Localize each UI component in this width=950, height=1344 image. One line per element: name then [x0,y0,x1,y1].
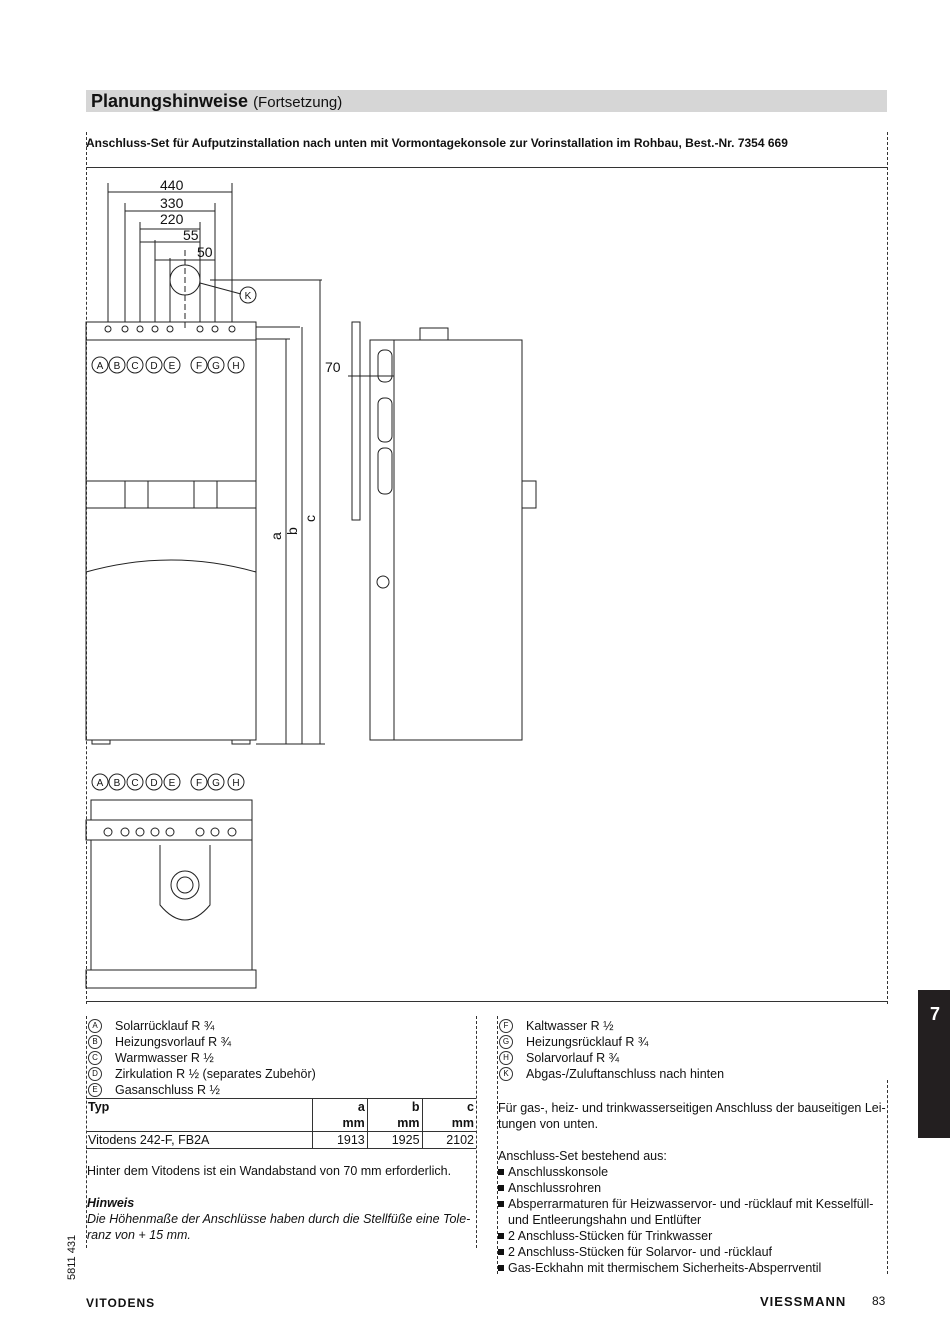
bullet-icon [498,1249,504,1255]
connector-label-c: C [131,361,139,372]
bottom-connector-label-f: F [195,778,203,789]
bottom-connector-label-a: A [96,778,104,789]
legend-right [499,1018,724,1082]
page-number: 83 [872,1294,886,1308]
hinweis-line-2: ranz von + 15 mm. [87,1228,191,1242]
list-item-text: Anschlusskonsole [508,1165,609,1179]
dim-b: b [284,527,300,535]
legend-item [88,1034,316,1050]
connector-label-f: F [195,361,203,372]
list-item [498,1196,886,1212]
legend-marker-g: G [499,1035,513,1049]
bottom-connector-label-e: E [168,778,176,789]
legend-marker-a: A [88,1019,102,1033]
table-row [86,1132,476,1149]
bullet-icon [498,1201,504,1207]
bottom-connector-label-d: D [150,778,158,789]
table-unit-c: mm [422,1115,476,1132]
table-unit-typ [86,1115,313,1132]
legend-item [499,1034,724,1050]
dim-c: c [302,515,318,522]
connection-note-line-2: tungen von unten. [498,1117,599,1131]
page-title-main: Planungshinweise [91,91,249,111]
product-logo: VITODENS [86,1296,156,1310]
legend-text: Warmwasser R ½ [115,1051,214,1065]
legend-marker-b: B [88,1035,102,1049]
legend-item [88,1018,316,1034]
chapter-number: 7 [930,1004,941,1024]
legend-text: Abgas-/Zuluftanschluss nach hinten [526,1067,725,1081]
left-col-border-r [476,1016,477,1248]
dim-440: 440 [160,177,184,193]
table-cell-a: 1913 [313,1132,368,1149]
table-unit-b: mm [367,1115,422,1132]
legend-marker-f: F [499,1019,513,1033]
wall-distance-note: Hinter dem Vitodens ist ein Wandabstand von 70 mm erforderlich. [87,1164,452,1178]
table-header-a: a [313,1099,368,1116]
legend-item [499,1050,724,1066]
legend-item [499,1066,724,1082]
legend-item [499,1018,724,1034]
legend-text: Heizungsvorlauf R ¾ [115,1035,232,1049]
list-item [498,1260,886,1276]
hinweis-title: Hinweis [87,1196,135,1210]
document-number: 5811 431 [66,1234,78,1280]
connector-label-h: H [232,361,240,372]
connector-label-e: E [168,361,176,372]
dim-a: a [268,532,284,540]
dim-70: 70 [325,359,341,375]
legend-marker-k: K [499,1067,513,1081]
right-text-block [498,1100,886,1276]
legend-marker-h: H [499,1051,513,1065]
bottom-connector-label-c: C [131,778,139,789]
legend-item [88,1082,316,1098]
brand-logo: VIESSMANN [760,1294,847,1309]
list-item [498,1180,886,1196]
bottom-connector-label-b: B [113,778,121,789]
connector-label-k: K [244,291,252,302]
table-cell-c: 2102 [422,1132,476,1149]
legend-marker-e: E [88,1083,102,1097]
bullet-icon [498,1265,504,1271]
hinweis-line-1: Die Höhenmaße der Anschlüsse haben durch die Stellfüße eine Tole- [87,1212,471,1226]
chapter-tab [918,990,950,1138]
dim-220: 220 [160,211,184,227]
connection-note-line-1: Für gas-, heiz- und trinkwasserseitigen Anschluss der bauseitigen Lei- [498,1101,886,1115]
legend-marker-c: C [88,1051,102,1065]
list-item-continuation: und Entleerungshahn und Entlüfter [508,1213,702,1227]
connector-label-g: G [212,361,220,372]
right-col-border-r [887,1080,888,1274]
dim-50: 50 [197,244,213,260]
legend-text: Kaltwasser R ½ [526,1019,614,1033]
set-contents-heading: Anschluss-Set bestehend aus: [498,1149,667,1163]
table-cell-b: 1925 [367,1132,422,1149]
table-cell-typ: Vitodens 242-F, FB2A [88,1133,210,1147]
table-unit-a: mm [313,1115,368,1132]
legend-text: Solarvorlauf R ¾ [526,1051,620,1065]
list-item [498,1244,886,1260]
bullet-icon [498,1233,504,1239]
bullet-icon [498,1169,504,1175]
list-item-text: Absperrarmaturen für Heizwasservor- und -rücklauf mit Kesselfüll- [508,1197,874,1211]
connector-label-a: A [96,361,104,372]
legend-text: Heizungsrücklauf R ¾ [526,1035,649,1049]
table-header-b: b [367,1099,422,1116]
list-item-text: Anschlussrohren [508,1181,602,1195]
connector-label-b: B [113,361,121,372]
page-title-sub: (Fortsetzung) [253,94,343,111]
legend-text: Solarrücklauf R ¾ [115,1019,215,1033]
dim-55: 55 [183,227,199,243]
legend-marker-d: D [88,1067,102,1081]
bullet-icon [498,1185,504,1191]
list-item-text: 2 Anschluss-Stücken für Trinkwasser [508,1229,713,1243]
legend-item [88,1050,316,1066]
bottom-connector-label-g: G [212,778,220,789]
list-item [498,1228,886,1244]
list-item-text: 2 Anschluss-Stücken für Solarvor- und -rücklauf [508,1245,773,1259]
table-header-typ: Typ [88,1100,110,1114]
dim-330: 330 [160,195,184,211]
legend-item [88,1066,316,1082]
list-item [498,1164,886,1180]
bottom-connector-label-h: H [232,778,240,789]
table-unit-row [86,1115,476,1132]
legend-text: Zirkulation R ½ (separates Zubehör) [115,1067,316,1081]
legend-text: Gasanschluss R ½ [115,1083,220,1097]
set-title: Anschluss-Set für Aufputzinstallation nach unten mit Vormontagekonsole zur Vorinstallation im Rohbau, Best.-Nr. 7354 669 [86,136,788,150]
table-header-c: c [422,1099,476,1116]
table-header-row [86,1099,476,1116]
list-item-text: Gas-Eckhahn mit thermischem Sicherheits-Absperrventil [508,1261,822,1275]
connector-label-d: D [150,361,158,372]
legend-left [88,1018,316,1098]
dimensions-table [86,1098,476,1149]
